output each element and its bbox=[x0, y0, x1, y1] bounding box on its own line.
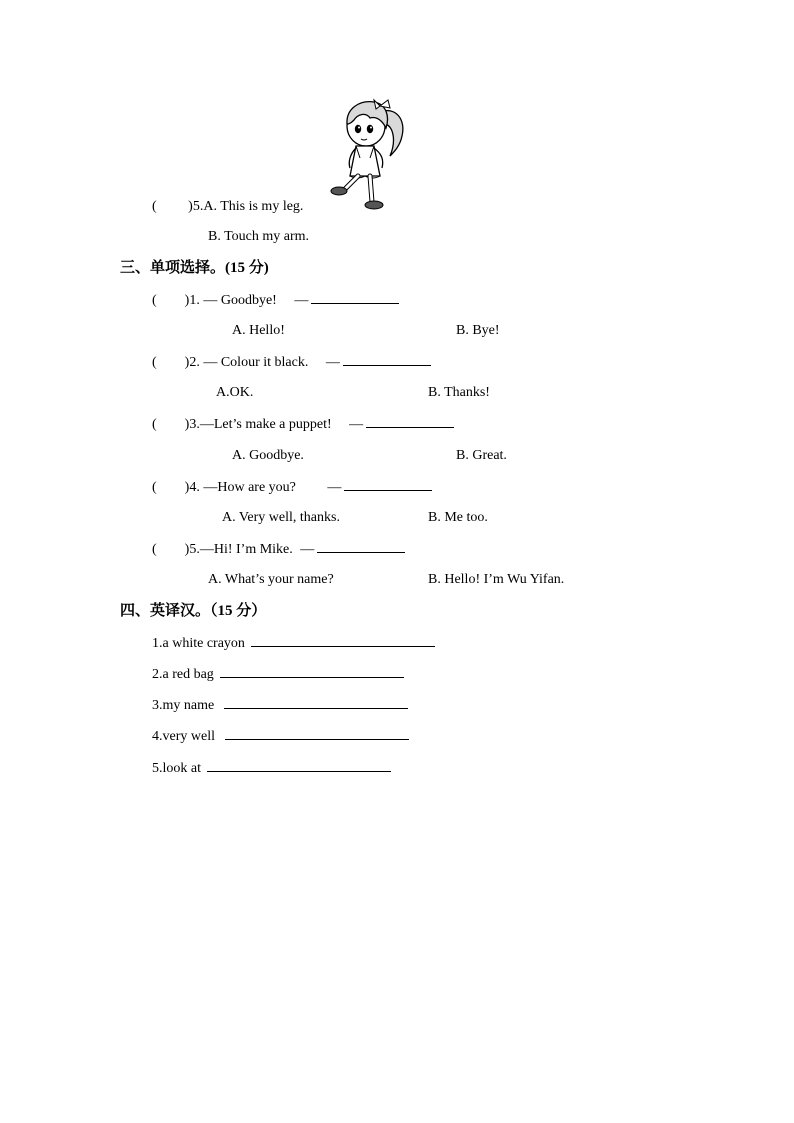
s4-item-4 bbox=[152, 727, 409, 746]
question-prompt: — Colour it black. bbox=[203, 355, 309, 370]
translation-blank[interactable] bbox=[224, 696, 408, 709]
s3-q3: ( )3.—Let’s make a puppet! — bbox=[152, 415, 454, 434]
question-num: 5. bbox=[189, 542, 200, 557]
response-dash: — bbox=[300, 542, 315, 557]
answer-blank[interactable] bbox=[343, 353, 431, 366]
s3-q5-option-b: B. Hello! I’m Wu Yifan. bbox=[428, 572, 565, 587]
question-prompt: — Goodbye! bbox=[203, 293, 277, 308]
prev-q5 bbox=[152, 198, 303, 216]
s3-q5: ( )5.—Hi! I’m Mike. — bbox=[152, 540, 405, 559]
s3-q1-option-b: B. Bye! bbox=[456, 323, 500, 338]
response-dash: — bbox=[325, 355, 340, 370]
prev-q5-option-b: B. Touch my arm. bbox=[208, 229, 310, 244]
s3-q4: ( )4. —How are you? — bbox=[152, 478, 432, 497]
s3-q5-option-a: A. What’s your name? bbox=[208, 572, 334, 587]
translation-blank[interactable] bbox=[220, 665, 404, 678]
s3-q4-option-a: A. Very well, thanks. bbox=[222, 510, 340, 525]
answer-blank[interactable] bbox=[317, 540, 405, 553]
translation-blank[interactable] bbox=[207, 759, 391, 772]
girl-illustration bbox=[330, 98, 410, 213]
answer-blank[interactable] bbox=[311, 291, 399, 304]
s3-q2-option-b: B. Thanks! bbox=[428, 385, 490, 400]
s3-q2: ( )2. — Colour it black. — bbox=[152, 353, 431, 372]
phrase: 4.very well bbox=[152, 729, 215, 744]
question-num: 4. bbox=[189, 480, 200, 495]
s4-item-3 bbox=[152, 696, 408, 715]
translation-blank[interactable] bbox=[225, 727, 409, 740]
s4-item-2 bbox=[152, 665, 404, 684]
s3-q3-option-a: A. Goodbye. bbox=[232, 448, 304, 463]
question-num: 1. bbox=[189, 293, 200, 308]
answer-blank[interactable] bbox=[366, 415, 454, 428]
section3-heading: 三、单项选择。(15 分) bbox=[120, 260, 269, 276]
s3-q3-option-b: B. Great. bbox=[456, 448, 507, 463]
s3-q2-option-a: A.OK. bbox=[216, 385, 254, 400]
section4-heading: 四、英译汉。（15 分） bbox=[120, 603, 267, 619]
question-num: 2. bbox=[189, 355, 200, 370]
answer-paren-close: ) bbox=[188, 199, 193, 214]
s3-q1: ( )1. — Goodbye! — bbox=[152, 291, 399, 310]
question-prompt: —How are you? bbox=[203, 480, 296, 495]
response-dash: — bbox=[349, 417, 364, 432]
phrase: 5.look at bbox=[152, 761, 201, 776]
response-dash: — bbox=[327, 480, 342, 495]
question-prompt: —Hi! I’m Mike. bbox=[199, 542, 293, 557]
s4-item-5 bbox=[152, 759, 391, 778]
answer-blank[interactable] bbox=[344, 478, 432, 491]
phrase: 1.a white crayon bbox=[152, 636, 245, 651]
s3-q1-option-a: A. Hello! bbox=[232, 323, 285, 338]
response-dash: — bbox=[294, 293, 309, 308]
answer-paren-open: ( bbox=[152, 293, 157, 308]
s3-q4-option-b: B. Me too. bbox=[428, 510, 488, 525]
phrase: 2.a red bag bbox=[152, 667, 214, 682]
question-prompt: —Let’s make a puppet! bbox=[199, 417, 332, 432]
translation-blank[interactable] bbox=[251, 634, 435, 647]
answer-paren-open: ( bbox=[152, 199, 157, 214]
s4-item-1 bbox=[152, 634, 435, 653]
phrase: 3.my name bbox=[152, 698, 215, 713]
q5-text: 5.A. This is my leg. bbox=[192, 199, 304, 214]
question-num: 3. bbox=[189, 417, 200, 432]
